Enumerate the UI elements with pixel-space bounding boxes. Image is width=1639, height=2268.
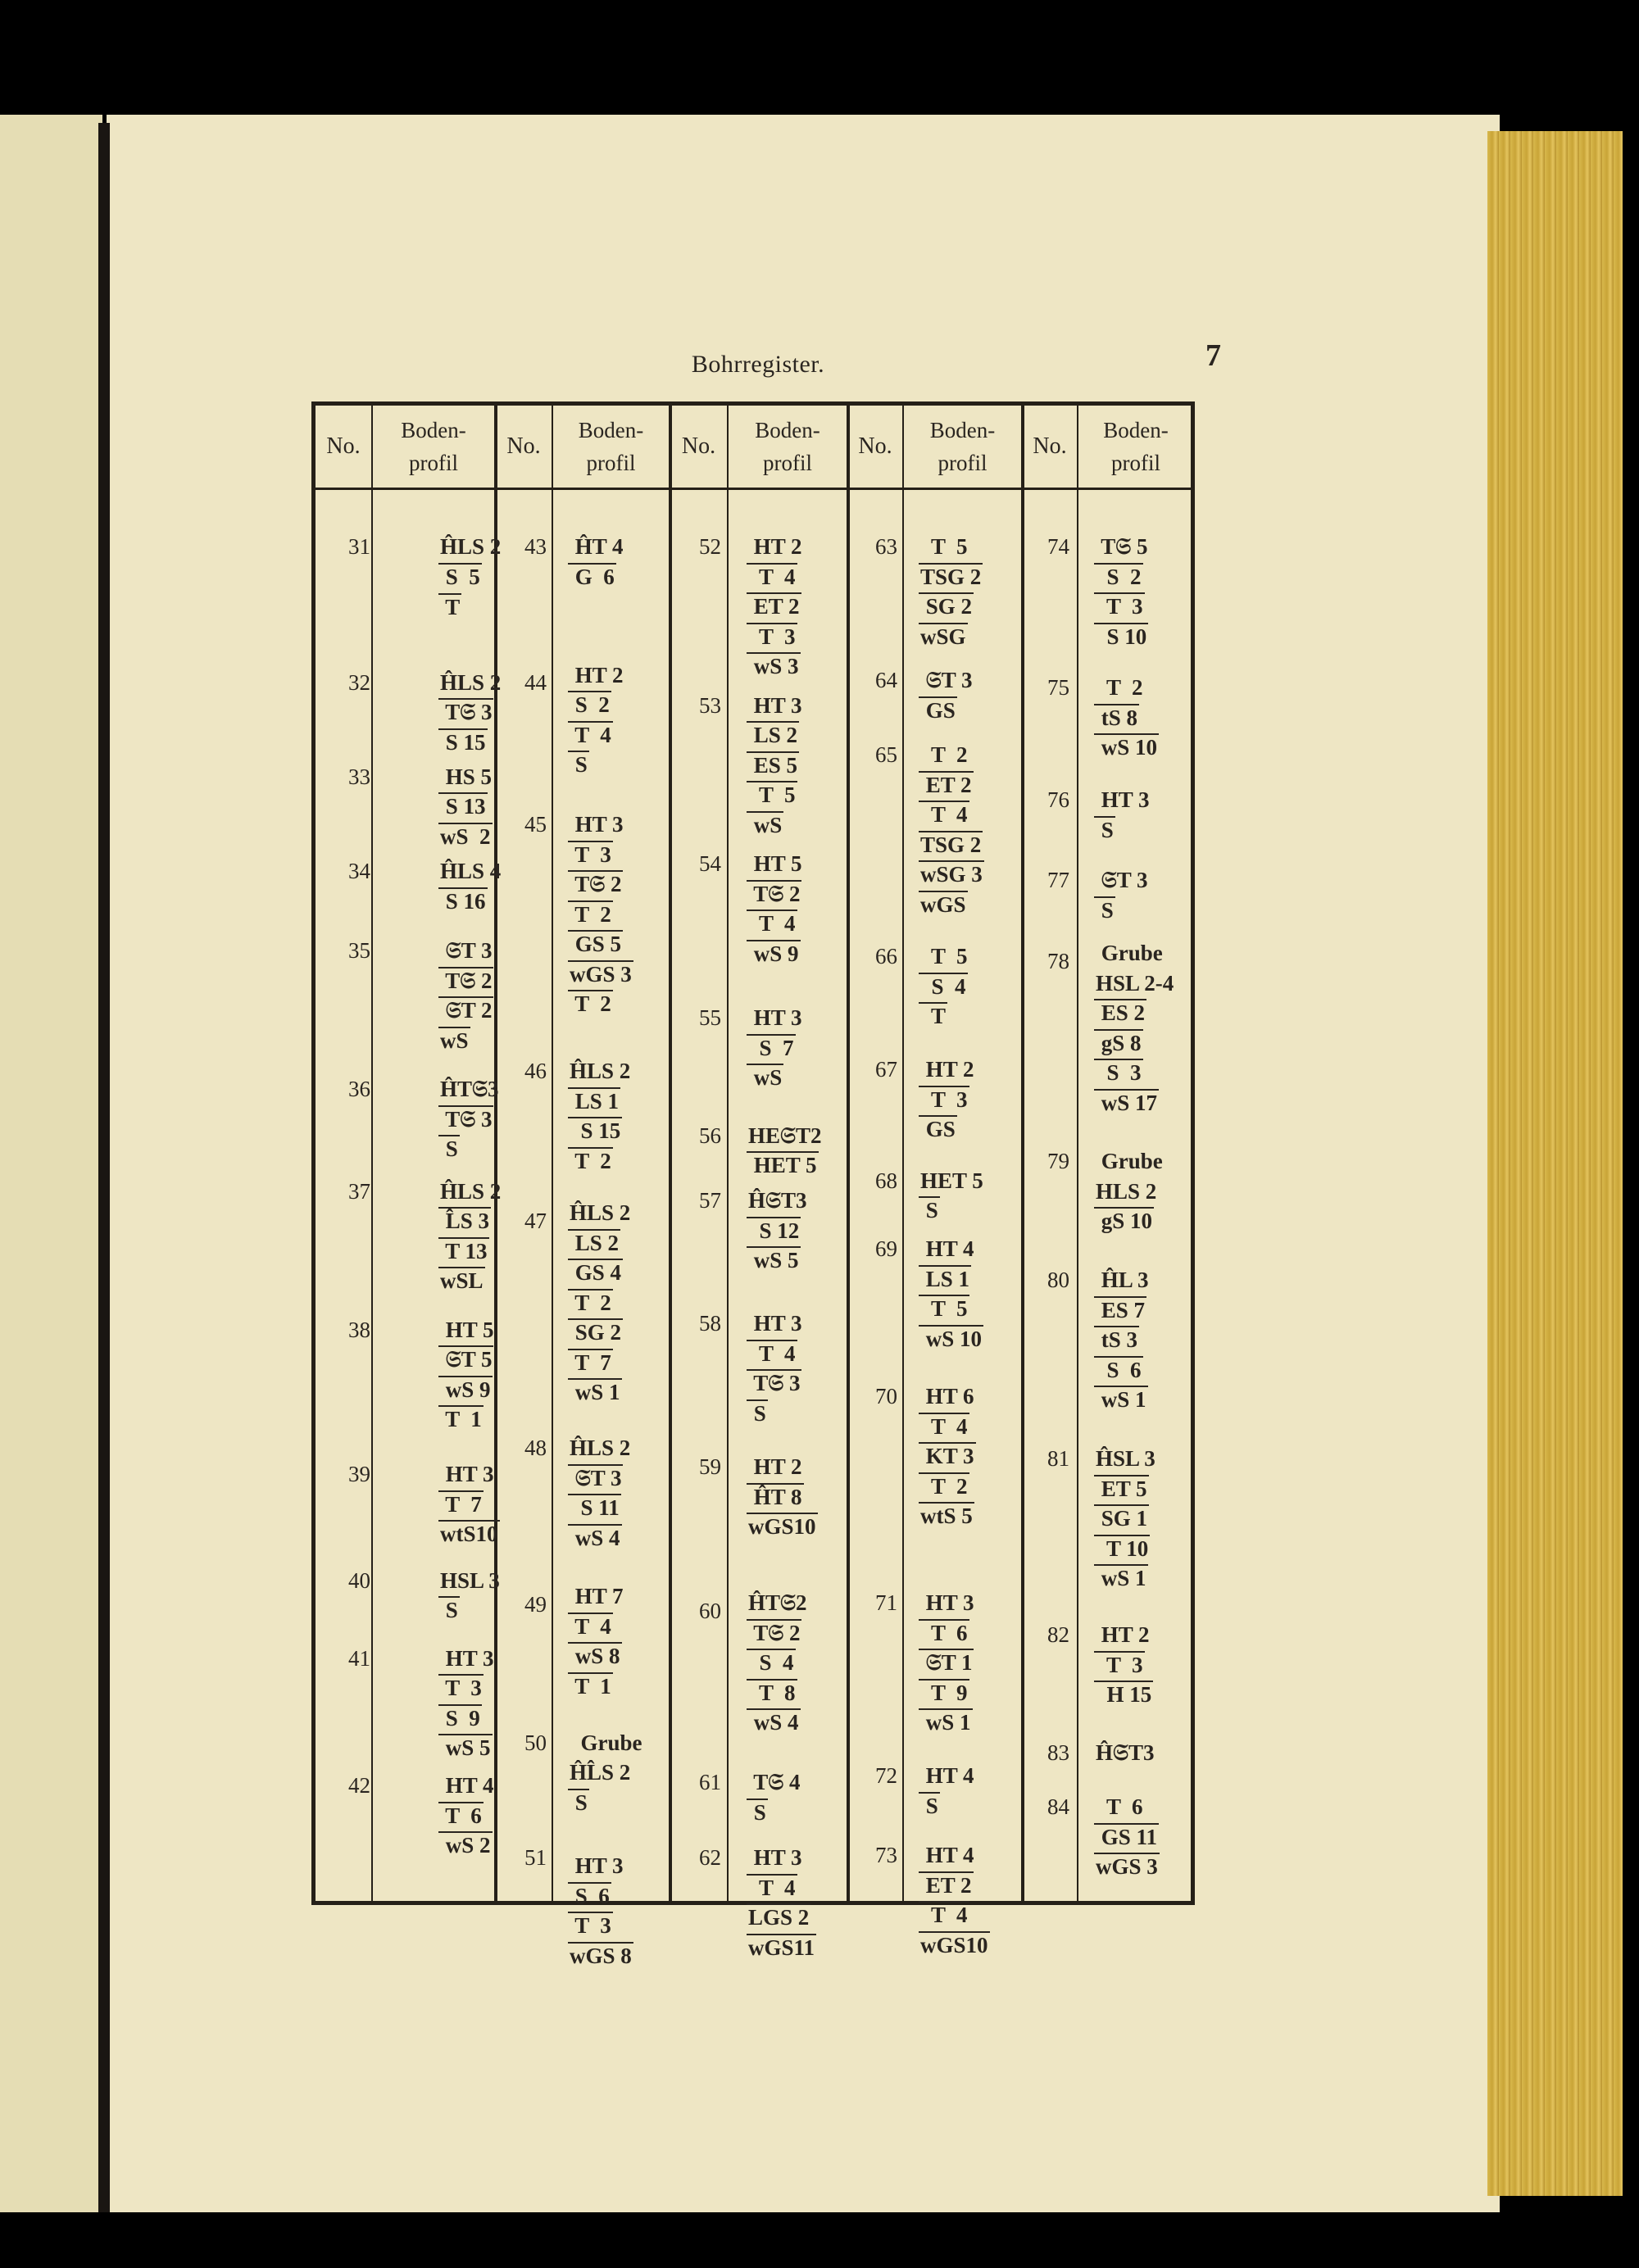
soil-profile-entry: S 6 xyxy=(1096,1358,1142,1382)
soil-profile-entry: T 3 xyxy=(920,1087,968,1112)
soil-profile-entry: S 9 xyxy=(440,1706,480,1730)
bore-number: 51 xyxy=(524,1845,547,1870)
soil-profile-entry: T𝔖 2 xyxy=(748,882,801,906)
bore-number: 58 xyxy=(699,1311,721,1336)
bore-number: 38 xyxy=(348,1318,370,1342)
soil-profile-entry: HT 3 xyxy=(748,1845,802,1870)
soil-profile-entry: T𝔖 3 xyxy=(440,1107,493,1132)
column-rule xyxy=(902,406,904,1901)
soil-profile-entry: ĤLS 2 xyxy=(440,670,502,695)
bore-number: 32 xyxy=(348,670,370,695)
bore-number: 74 xyxy=(1047,534,1069,559)
soil-profile-entry: S 6 xyxy=(570,1884,610,1908)
soil-profile-entry: T 3 xyxy=(570,842,611,867)
bore-number: 37 xyxy=(348,1179,370,1204)
soil-profile-entry: T 2 xyxy=(570,1149,611,1173)
bore-number: 52 xyxy=(699,534,721,559)
soil-profile-entry: wSG 3 xyxy=(920,862,983,887)
soil-profile-entry: T xyxy=(440,595,461,619)
soil-profile-entry: S xyxy=(570,1790,588,1815)
soil-profile-entry: wGS xyxy=(920,892,966,917)
soil-profile-entry: wSG xyxy=(920,624,966,649)
soil-profile-entry: S xyxy=(1096,898,1114,923)
soil-profile-entry: T𝔖 2 xyxy=(748,1621,801,1645)
soil-profile-entry: HT 4 xyxy=(920,1236,974,1261)
soil-profile-entry: S 3 xyxy=(1096,1060,1142,1085)
soil-profile-entry: HT 3 xyxy=(920,1590,974,1615)
bore-number: 33 xyxy=(348,764,370,789)
soil-profile-entry: S 16 xyxy=(440,889,486,914)
soil-profile-entry: Grube xyxy=(1096,1149,1163,1173)
bore-number: 81 xyxy=(1047,1446,1069,1471)
bore-number: 64 xyxy=(875,668,897,692)
soil-profile-entry: ĤT𝔖3 xyxy=(440,1077,499,1101)
soil-profile-entry: tS 3 xyxy=(1096,1327,1138,1352)
header-no: No. xyxy=(858,433,892,459)
soil-profile-entry: L̂S 3 xyxy=(440,1209,490,1233)
bore-number: 39 xyxy=(348,1462,370,1486)
bore-number: 54 xyxy=(699,851,721,876)
soil-profile-entry: LGS 2 xyxy=(748,1905,810,1930)
bore-number: 42 xyxy=(348,1773,370,1798)
soil-profile-entry: ĤT 8 xyxy=(748,1485,802,1509)
soil-profile-entry: HSL 2-4 xyxy=(1096,971,1174,996)
soil-profile-entry: HE𝔖T2 xyxy=(748,1123,822,1148)
soil-profile-entry: Ĥ𝔖T3 xyxy=(1096,1740,1155,1765)
soil-profile-entry: T 7 xyxy=(440,1492,482,1517)
soil-profile-entry: wS 10 xyxy=(1096,735,1158,760)
bohrregister-table xyxy=(311,401,1195,1968)
soil-profile-entry: ĤLS 2 xyxy=(440,1179,502,1204)
soil-profile-entry: S 5 xyxy=(440,565,480,589)
soil-profile-entry: wS 10 xyxy=(920,1327,983,1351)
bore-number: 36 xyxy=(348,1077,370,1101)
soil-profile-entry: S xyxy=(748,1401,766,1426)
bore-number: 43 xyxy=(524,534,547,559)
soil-profile-entry: wS xyxy=(748,1065,783,1090)
soil-profile-entry: ĤL̂S 2 xyxy=(570,1760,631,1785)
bore-number: 50 xyxy=(524,1730,547,1755)
soil-profile-entry: wS 3 xyxy=(748,654,799,678)
soil-profile-entry: Grube xyxy=(1096,941,1163,965)
soil-profile-entry: S 7 xyxy=(748,1036,794,1060)
soil-profile-entry: HT 2 xyxy=(748,1454,802,1479)
bore-number: 57 xyxy=(699,1188,721,1213)
soil-profile-entry: HS 5 xyxy=(440,764,493,789)
soil-profile-entry: wGS10 xyxy=(748,1514,816,1539)
soil-profile-entry: ĤL 3 xyxy=(1096,1268,1149,1292)
soil-profile-entry: ET 2 xyxy=(920,773,972,797)
soil-profile-entry: 𝔖T 3 xyxy=(1096,868,1148,892)
soil-profile-entry: HT 3 xyxy=(440,1462,494,1486)
header-bodenprofil: Boden- profil xyxy=(401,417,466,475)
soil-profile-entry: S 2 xyxy=(1096,565,1142,589)
soil-profile-entry: T 2 xyxy=(920,742,968,767)
soil-profile-entry: Grube xyxy=(570,1730,642,1755)
soil-profile-entry: wS 2 xyxy=(440,1833,491,1857)
soil-profile-entry: LS 1 xyxy=(920,1267,970,1291)
column-rule xyxy=(669,406,672,1901)
soil-profile-entry: wS 1 xyxy=(1096,1566,1146,1590)
soil-profile-entry: LS 2 xyxy=(748,723,798,747)
soil-profile-entry: S 2 xyxy=(570,692,610,717)
soil-profile-entry: wS 5 xyxy=(440,1735,491,1760)
soil-profile-entry: wS 1 xyxy=(920,1710,971,1735)
soil-profile-entry: gS 10 xyxy=(1096,1209,1153,1233)
soil-profile-entry: HT 3 xyxy=(570,1853,624,1878)
soil-profile-entry: T xyxy=(920,1004,947,1028)
soil-profile-entry: S xyxy=(748,1800,766,1825)
soil-profile-entry: HT 2 xyxy=(1096,1622,1150,1647)
soil-profile-entry: HT 4 xyxy=(440,1773,494,1798)
running-head: Bohrregister. xyxy=(691,351,825,378)
soil-profile-entry: HT 7 xyxy=(570,1584,624,1608)
header-no: No. xyxy=(681,433,716,459)
bore-number: 46 xyxy=(524,1059,547,1083)
soil-profile-entry: ES 7 xyxy=(1096,1298,1146,1322)
soil-profile-entry: TSG 2 xyxy=(920,832,982,857)
soil-profile-entry: SG 1 xyxy=(1096,1506,1148,1531)
header-bodenprofil: Boden- profil xyxy=(578,417,644,475)
soil-profile-entry: HT 5 xyxy=(748,851,802,876)
soil-profile-entry: ES 5 xyxy=(748,753,798,778)
bore-number: 55 xyxy=(699,1005,721,1030)
soil-profile-entry: HT 2 xyxy=(748,534,802,559)
soil-profile-entry: ĤLS 4 xyxy=(440,859,502,883)
bore-number: 65 xyxy=(875,742,897,767)
header-rule xyxy=(316,488,1191,490)
soil-profile-entry: 𝔖T 3 xyxy=(920,668,973,692)
soil-profile-entry: KT 3 xyxy=(920,1444,974,1468)
bore-number: 47 xyxy=(524,1209,547,1233)
bore-number: 31 xyxy=(348,534,370,559)
page-number: 7 xyxy=(1205,338,1221,373)
soil-profile-entry: wSL xyxy=(440,1268,484,1293)
soil-profile-entry: wS xyxy=(748,813,783,837)
soil-profile-entry: wS 8 xyxy=(570,1644,620,1668)
soil-profile-entry: wS 5 xyxy=(748,1248,799,1272)
soil-profile-entry: S 12 xyxy=(748,1218,800,1243)
soil-profile-entry: S xyxy=(570,752,588,777)
soil-profile-entry: ĤLS 2 xyxy=(570,1059,631,1083)
soil-profile-entry: T 4 xyxy=(570,1614,611,1639)
bore-number: 56 xyxy=(699,1123,721,1148)
page-block-edge xyxy=(1487,131,1623,2196)
soil-profile-entry: wtS10 xyxy=(440,1522,498,1546)
soil-profile-entry: HT 4 xyxy=(920,1843,974,1867)
bore-number: 73 xyxy=(875,1843,897,1867)
soil-profile-entry: LS 1 xyxy=(570,1089,620,1114)
soil-profile-entry: 𝔖T 3 xyxy=(570,1466,622,1490)
bore-number: 44 xyxy=(524,670,547,695)
soil-profile-entry: wGS 3 xyxy=(1096,1854,1158,1879)
soil-profile-entry: T𝔖 5 xyxy=(1096,534,1148,559)
soil-profile-entry: ET 2 xyxy=(748,594,800,619)
soil-profile-entry: T 8 xyxy=(748,1681,796,1705)
book-gutter xyxy=(98,123,110,2212)
soil-profile-entry: T 4 xyxy=(920,802,968,827)
soil-profile-entry: ET 2 xyxy=(920,1873,972,1898)
soil-profile-entry: S xyxy=(1096,818,1114,842)
soil-profile-entry: T 3 xyxy=(1096,1653,1143,1677)
soil-profile-entry: HT 3 xyxy=(440,1646,494,1671)
soil-profile-entry: gS 8 xyxy=(1096,1031,1142,1055)
bore-number: 69 xyxy=(875,1236,897,1261)
soil-profile-entry: T 2 xyxy=(570,991,611,1016)
bore-number: 49 xyxy=(524,1592,547,1617)
soil-profile-entry: T 3 xyxy=(1096,594,1143,619)
header-bodenprofil: Boden- profil xyxy=(755,417,820,475)
soil-profile-entry: 𝔖T 5 xyxy=(440,1347,493,1372)
soil-profile-entry: wGS 8 xyxy=(570,1944,632,1968)
soil-profile-entry: T 4 xyxy=(570,723,611,747)
bore-number: 84 xyxy=(1047,1794,1069,1819)
soil-profile-entry: T 5 xyxy=(920,534,968,559)
soil-profile-entry: T 10 xyxy=(1096,1536,1149,1561)
soil-profile-entry: S 4 xyxy=(920,974,966,999)
soil-profile-entry: HT 2 xyxy=(570,663,624,687)
soil-profile-entry: HT 6 xyxy=(920,1384,974,1408)
soil-profile-entry: SG 2 xyxy=(920,594,973,619)
soil-profile-entry: T 2 xyxy=(920,1474,968,1499)
left-page-edge xyxy=(0,115,102,2212)
soil-profile-entry: wtS 5 xyxy=(920,1504,973,1528)
soil-profile-entry: HET 5 xyxy=(920,1168,983,1193)
bore-number: 71 xyxy=(875,1590,897,1615)
soil-profile-entry: T 4 xyxy=(920,1414,968,1439)
soil-profile-entry: T 4 xyxy=(748,911,796,936)
soil-profile-entry: ĤT𝔖2 xyxy=(748,1590,807,1615)
soil-profile-entry: S xyxy=(920,1794,938,1818)
soil-profile-entry: wS xyxy=(440,1028,469,1053)
soil-profile-entry: S xyxy=(440,1598,458,1622)
soil-profile-entry: T 1 xyxy=(570,1674,611,1699)
bore-number: 77 xyxy=(1047,868,1069,892)
soil-profile-entry: 𝔖T 2 xyxy=(440,998,493,1023)
soil-profile-entry: T 5 xyxy=(920,944,968,968)
soil-profile-entry: ES 2 xyxy=(1096,1000,1146,1025)
bore-number: 67 xyxy=(875,1057,897,1082)
soil-profile-entry: HSL 3 xyxy=(440,1568,500,1593)
soil-profile-entry: HT 3 xyxy=(748,1311,802,1336)
soil-profile-entry: HT 3 xyxy=(748,693,802,718)
soil-profile-entry: GS 4 xyxy=(570,1260,622,1285)
soil-profile-entry: wS 17 xyxy=(1096,1091,1158,1115)
soil-profile-entry: wS 9 xyxy=(748,941,799,966)
soil-profile-entry: T𝔖 2 xyxy=(570,872,622,896)
soil-profile-entry: T 3 xyxy=(570,1913,611,1938)
column-rule xyxy=(1077,406,1078,1901)
soil-profile-entry: T 4 xyxy=(748,565,796,589)
soil-profile-entry: Ĥ𝔖T3 xyxy=(748,1188,807,1213)
soil-profile-entry: wGS11 xyxy=(748,1935,815,1960)
soil-profile-entry: HT 4 xyxy=(920,1763,974,1788)
header-bodenprofil: Boden- profil xyxy=(1103,417,1169,475)
soil-profile-entry: T𝔖 2 xyxy=(440,968,493,993)
soil-profile-entry: T 9 xyxy=(920,1681,968,1705)
soil-profile-entry: T 3 xyxy=(440,1676,482,1700)
soil-profile-entry: HT 3 xyxy=(748,1005,802,1030)
soil-profile-entry: wGS10 xyxy=(920,1933,988,1957)
soil-profile-entry: S xyxy=(920,1198,938,1222)
bore-number: 70 xyxy=(875,1384,897,1408)
bore-number: 62 xyxy=(699,1845,721,1870)
soil-profile-entry: HT 2 xyxy=(920,1057,974,1082)
soil-profile-entry: wS 4 xyxy=(748,1710,799,1735)
column-rule xyxy=(847,406,850,1901)
header-no: No. xyxy=(326,433,361,459)
bore-number: 35 xyxy=(348,938,370,963)
soil-profile-entry: T 6 xyxy=(1096,1794,1143,1819)
soil-profile-entry: ĤT 4 xyxy=(570,534,624,559)
soil-profile-entry: S 4 xyxy=(748,1650,794,1675)
soil-profile-entry: T𝔖 4 xyxy=(748,1770,801,1794)
soil-profile-entry: wS 2 xyxy=(440,824,491,849)
soil-profile-entry: T 6 xyxy=(440,1803,482,1828)
column-rule xyxy=(494,406,497,1901)
soil-profile-entry: T𝔖 3 xyxy=(440,700,493,724)
soil-profile-entry: tS 8 xyxy=(1096,705,1138,730)
bore-number: 34 xyxy=(348,859,370,883)
column-rule xyxy=(1021,406,1024,1901)
soil-profile-entry: ĤLS 2 xyxy=(570,1200,631,1225)
soil-profile-entry: T 2 xyxy=(1096,675,1143,700)
soil-profile-entry: S 15 xyxy=(440,730,486,755)
soil-profile-entry: HET 5 xyxy=(748,1153,817,1177)
bore-number: 48 xyxy=(524,1436,547,1460)
soil-profile-entry: S xyxy=(440,1136,458,1161)
soil-profile-entry: T 4 xyxy=(748,1341,796,1366)
soil-profile-entry: T 4 xyxy=(748,1876,796,1900)
soil-profile-entry: T 2 xyxy=(570,902,611,927)
soil-profile-entry: HT 5 xyxy=(440,1318,494,1342)
soil-profile-entry: HT 3 xyxy=(570,812,624,837)
soil-profile-entry: T 5 xyxy=(920,1296,968,1321)
soil-profile-entry: T 3 xyxy=(748,624,796,649)
soil-profile-entry: GS 11 xyxy=(1096,1825,1158,1849)
soil-profile-entry: ĤLS 2 xyxy=(570,1436,631,1460)
bore-number: 59 xyxy=(699,1454,721,1479)
column-rule xyxy=(727,406,729,1901)
soil-profile-entry: HT 3 xyxy=(1096,787,1150,812)
soil-profile-entry: T 5 xyxy=(748,782,796,807)
column-rule xyxy=(552,406,553,1901)
soil-profile-entry: 𝔖T 3 xyxy=(440,938,493,963)
soil-profile-entry: H 15 xyxy=(1096,1682,1152,1707)
soil-profile-entry: SG 2 xyxy=(570,1320,622,1345)
soil-profile-entry: T 2 xyxy=(570,1290,611,1315)
soil-profile-entry: S 15 xyxy=(570,1118,621,1143)
bore-number: 45 xyxy=(524,812,547,837)
soil-profile-entry: ĤSL 3 xyxy=(1096,1446,1155,1471)
soil-profile-entry: T𝔖 3 xyxy=(748,1371,801,1395)
soil-profile-entry: S 13 xyxy=(440,794,486,819)
soil-profile-entry: 𝔖T 1 xyxy=(920,1650,973,1675)
bore-number: 72 xyxy=(875,1763,897,1788)
bore-number: 83 xyxy=(1047,1740,1069,1765)
soil-profile-entry: LS 2 xyxy=(570,1231,620,1255)
soil-profile-entry: S 10 xyxy=(1096,624,1147,649)
soil-profile-entry: T 1 xyxy=(440,1407,482,1431)
soil-profile-entry: wS 9 xyxy=(440,1377,491,1402)
header-no: No. xyxy=(1033,433,1067,459)
bore-number: 75 xyxy=(1047,675,1069,700)
soil-profile-entry: wS 4 xyxy=(570,1526,620,1550)
soil-profile-entry: G 6 xyxy=(570,565,615,589)
soil-profile-entry: TSG 2 xyxy=(920,565,982,589)
soil-profile-entry: ET 5 xyxy=(1096,1476,1147,1501)
soil-profile-entry: HLS 2 xyxy=(1096,1179,1157,1204)
bore-number: 80 xyxy=(1047,1268,1069,1292)
bore-number: 76 xyxy=(1047,787,1069,812)
bore-number: 82 xyxy=(1047,1622,1069,1647)
bore-number: 40 xyxy=(348,1568,370,1593)
soil-profile-entry: T 4 xyxy=(920,1903,968,1927)
soil-profile-entry: T 13 xyxy=(440,1239,488,1263)
soil-profile-entry: T 6 xyxy=(920,1621,968,1645)
bore-number: 66 xyxy=(875,944,897,968)
bore-number: 61 xyxy=(699,1770,721,1794)
soil-profile-entry: ĤLS 2 xyxy=(440,534,502,559)
soil-profile-entry: wGS 3 xyxy=(570,962,632,987)
header-bodenprofil: Boden- profil xyxy=(929,417,996,475)
bore-number: 60 xyxy=(699,1599,721,1623)
soil-profile-entry: T 7 xyxy=(570,1350,611,1375)
soil-profile-entry: GS 5 xyxy=(570,932,622,956)
soil-profile-entry: GS xyxy=(920,1117,956,1141)
bore-number: 53 xyxy=(699,693,721,718)
bore-number: 68 xyxy=(875,1168,897,1193)
bore-number: 79 xyxy=(1047,1149,1069,1173)
bore-number: 41 xyxy=(348,1646,370,1671)
bore-number: 63 xyxy=(875,534,897,559)
soil-profile-entry: wS 1 xyxy=(570,1380,620,1404)
soil-profile-entry: wS 1 xyxy=(1096,1387,1146,1412)
soil-profile-entry: S 11 xyxy=(570,1495,620,1520)
column-rule xyxy=(371,406,373,1901)
header-no: No. xyxy=(506,433,541,459)
soil-profile-entry: GS xyxy=(920,698,956,723)
bore-number: 78 xyxy=(1047,949,1069,973)
